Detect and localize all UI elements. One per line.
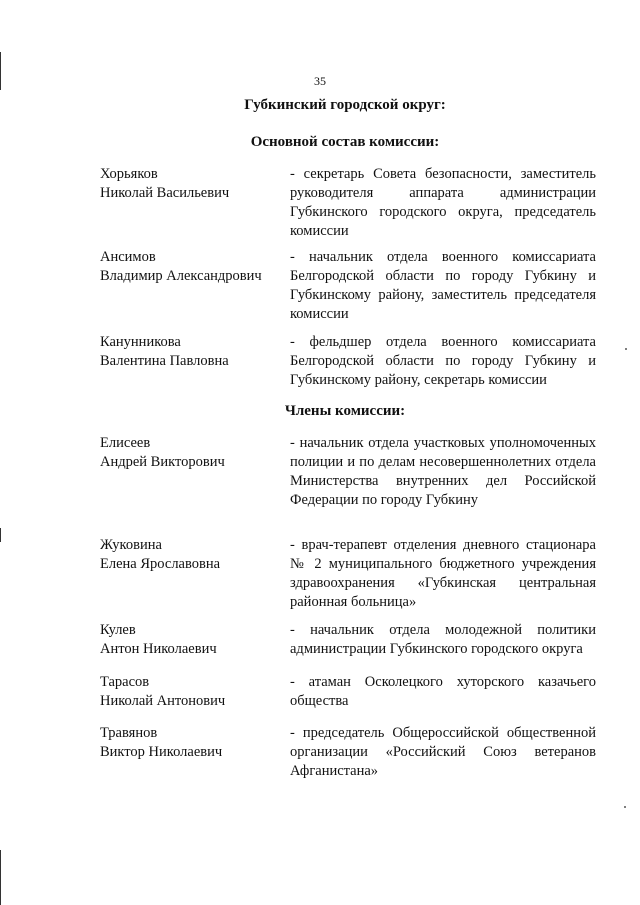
member-surname: Хорьяков [100, 166, 158, 182]
member-surname: Тарасов [100, 674, 150, 690]
left-margin-line-3 [0, 850, 1, 905]
main-composition-heading: Основной состав комиссии: [250, 134, 440, 150]
member-surname: Ансимов [100, 249, 156, 265]
members-heading: Члены комиссии: [284, 403, 406, 419]
member-surname: Елисеев [100, 435, 151, 451]
district-heading: Губкинский городской округ: [244, 97, 446, 113]
member-given-names: Николай Васильевич [100, 185, 230, 201]
member-surname: Травянов [100, 725, 158, 741]
page-number: 35 [314, 74, 326, 88]
member-role: - председатель Общероссийской общественной организации «Российский Союз ветеранов Афганистана» [290, 725, 596, 779]
member-name [100, 434, 280, 472]
member-given-names: Николай Антонович [100, 693, 226, 709]
member-role: - начальник отдела участковых уполномоченных полиции и по делам несовершеннолетних отдела Министерства внутренних дел Российской Федерации по городу Губкину [290, 435, 596, 508]
left-margin-line-2 [0, 528, 1, 542]
member-name [100, 621, 280, 659]
member-given-names: Виктор Николаевич [100, 744, 223, 760]
scan-speck [624, 806, 626, 808]
member-surname: Кулев [100, 622, 136, 638]
member-surname: Жуковина [100, 537, 162, 553]
member-name [100, 248, 280, 286]
member-given-names: Валентина Павловна [100, 353, 229, 369]
member-name [100, 673, 280, 711]
member-given-names: Владимир Александрович [100, 268, 262, 284]
member-role: - врач-терапевт отделения дневного стационара № 2 муниципального бюджетного учреждения здравоохранения «Губкинская центральная районная больница» [290, 537, 596, 610]
member-name [100, 333, 280, 371]
member-given-names: Антон Николаевич [100, 641, 217, 657]
scan-speck [625, 348, 627, 350]
member-name [100, 165, 280, 203]
member-name [100, 724, 280, 762]
member-role: - начальник отдела военного комиссариата Белгородской области по городу Губкину и Губкинскому району, заместитель председателя комиссии [290, 249, 596, 322]
member-given-names: Андрей Викторович [100, 454, 225, 470]
member-surname: Канунникова [100, 334, 181, 350]
member-role: - начальник отдела молодежной политики администрации Губкинского городского округа [290, 622, 596, 657]
member-role: - фельдшер отдела военного комиссариата Белгородской области по городу Губкину и Губкинскому району, секретарь комиссии [290, 334, 596, 388]
member-name [100, 536, 280, 574]
member-role: - атаман Осколецкого хуторского казачьего общества [290, 674, 596, 709]
member-given-names: Елена Ярославовна [100, 556, 221, 572]
member-role: - секретарь Совета безопасности, заместитель руководителя аппарата администрации Губкинского городского округа, председатель комиссии [290, 166, 596, 239]
